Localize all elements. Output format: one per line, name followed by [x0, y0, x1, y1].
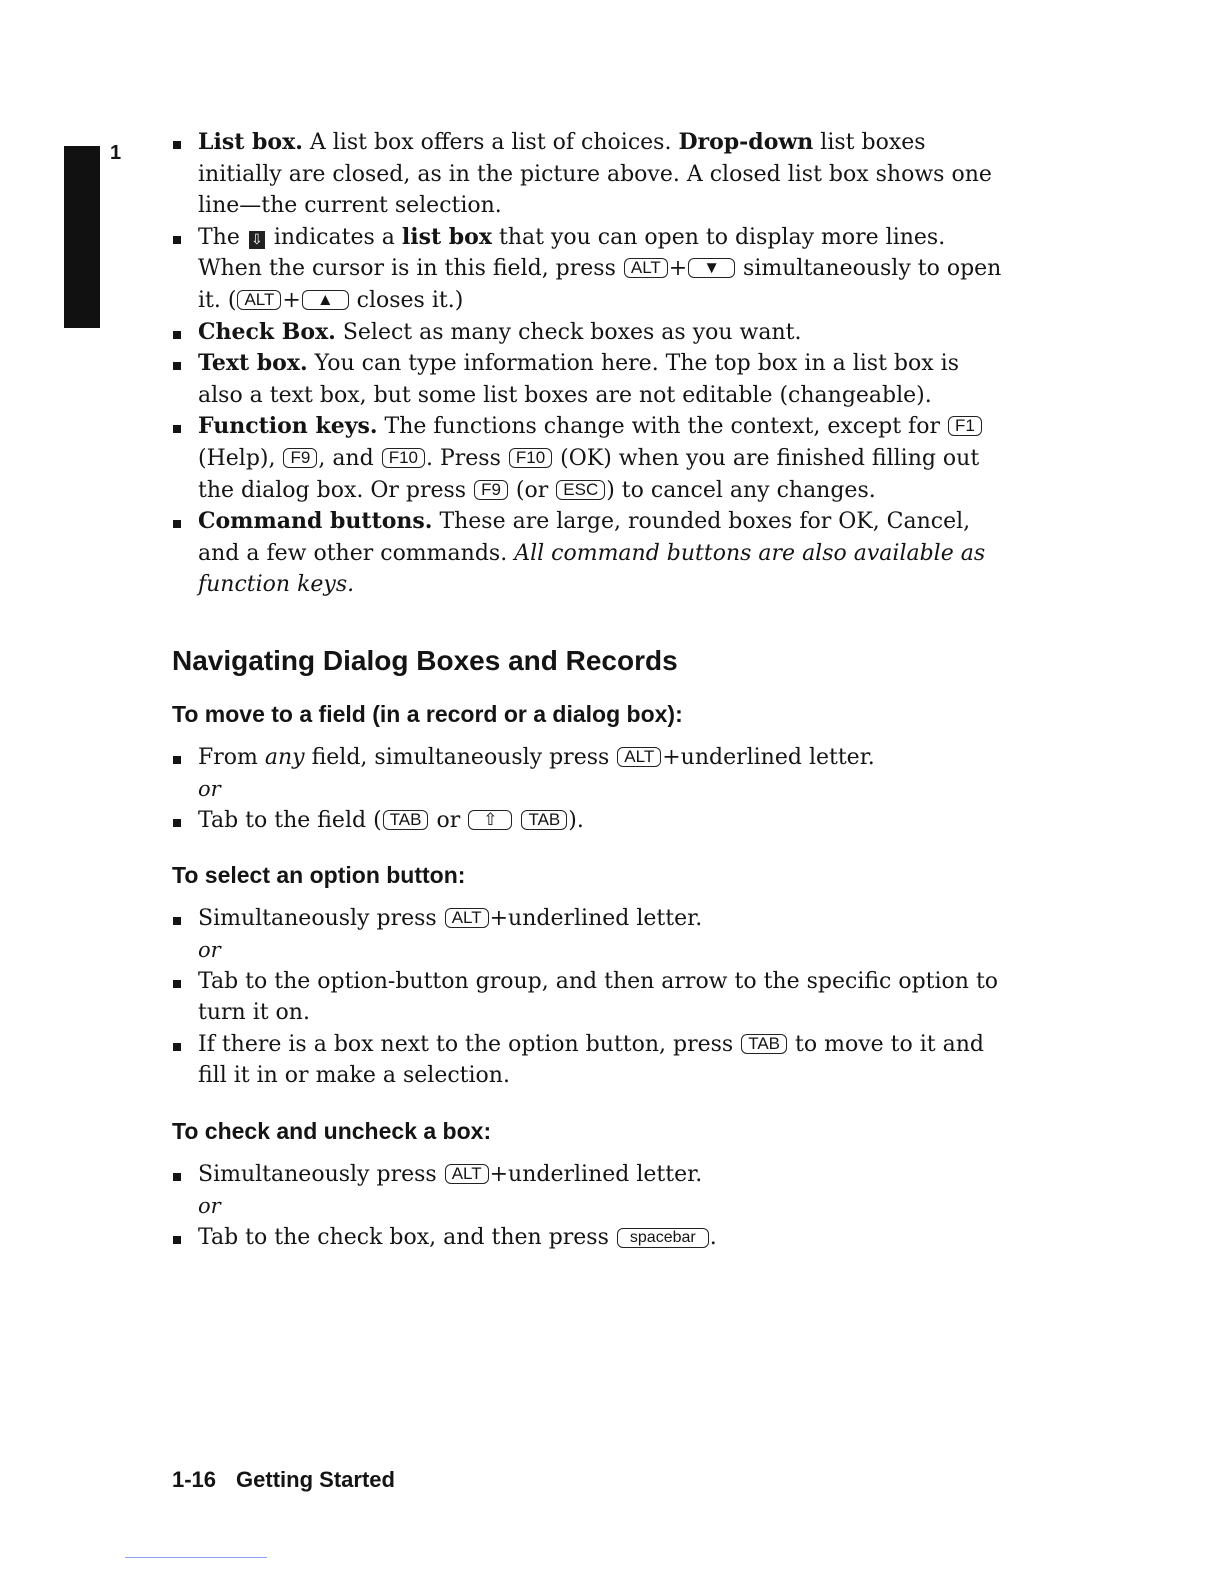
- section-heading: Navigating Dialog Boxes and Records: [172, 644, 678, 676]
- esc-key: ESC: [556, 480, 605, 500]
- list-box-arrow-icon: ⇩: [249, 231, 265, 249]
- page-content: [172, 127, 1002, 1253]
- page-number: 1-16: [172, 1467, 217, 1492]
- down-arrow-key: ▼: [688, 258, 735, 278]
- shift-key: ⇧: [468, 810, 512, 830]
- list-item: Tab to the field ( TAB or ⇧ TAB ).: [172, 805, 1002, 837]
- tab-key: TAB: [383, 810, 429, 830]
- f1-key: F1: [948, 416, 982, 436]
- bullet-list-move-field: [172, 742, 1002, 774]
- subheading-move-to-field: To move to a field (in a record or a dialog box):: [172, 700, 683, 727]
- f9-key: F9: [474, 480, 508, 500]
- or-label: or: [198, 1193, 221, 1218]
- bullet-list-move-field-2: [172, 805, 1002, 837]
- bullet-list-intro: [172, 127, 1002, 601]
- f9-key: F9: [283, 448, 317, 468]
- f10-key: F10: [382, 448, 425, 468]
- list-item: Function keys. The functions change with the context, except for F1 (Help), F9 , and F10 . Press F10 (OK) when you are finished filling out the dialog box. Or press F9 (or ESC ) to cancel any changes.: [172, 411, 1002, 506]
- or-label: or: [198, 937, 221, 962]
- list-item: Check Box. Select as many check boxes as you want.: [172, 317, 1002, 349]
- list-item: Command buttons. These are large, rounded boxes for OK, Cancel, and a few other commands. All command buttons are also available as function keys.: [172, 506, 1002, 601]
- list-item: Tab to the option-button group, and then arrow to the specific option to turn it on.: [172, 966, 1002, 1029]
- list-item: From any field, simultaneously press ALT +underlined letter.: [172, 742, 1002, 774]
- list-item: Simultaneously press ALT +underlined letter.: [172, 903, 1002, 935]
- list-item: Text box. You can type information here. The top box in a list box is also a text box, but some list boxes are not editable (changeable).: [172, 348, 1002, 411]
- bullet-list-check-box-2: [172, 1222, 1002, 1254]
- page-footer: [172, 1467, 415, 1493]
- spacebar-key: spacebar: [617, 1228, 709, 1248]
- alt-key: ALT: [617, 747, 661, 767]
- tab-key: TAB: [741, 1034, 787, 1054]
- list-item: Tab to the check box, and then press spacebar .: [172, 1222, 1002, 1254]
- chapter-number: 1: [110, 142, 122, 164]
- list-item: List box. A list box offers a list of choices. Drop-down list boxes initially are closed, as in the picture above. A closed list box shows one line—the current selection.: [172, 127, 1002, 222]
- alt-key: ALT: [445, 1164, 489, 1184]
- bullet-list-check-box: [172, 1159, 1002, 1191]
- alt-key: ALT: [445, 908, 489, 928]
- tab-key: TAB: [521, 810, 567, 830]
- bullet-list-option-button-2: [172, 966, 1002, 1092]
- footer-title: Getting Started: [236, 1467, 395, 1492]
- bullet-list-option-button: [172, 903, 1002, 935]
- f10-key: F10: [509, 448, 552, 468]
- up-arrow-key: ▲: [302, 290, 349, 310]
- or-label: or: [198, 776, 221, 801]
- bottom-rule: [125, 1557, 267, 1558]
- alt-key: ALT: [624, 258, 668, 278]
- list-item: Simultaneously press ALT +underlined letter.: [172, 1159, 1002, 1191]
- chapter-tab-bar: [64, 146, 100, 328]
- alt-key: ALT: [237, 290, 281, 310]
- subheading-option-button: To select an option button:: [172, 862, 466, 889]
- subheading-check-box: To check and uncheck a box:: [172, 1118, 492, 1145]
- list-item: If there is a box next to the option button, press TAB to move to it and fill it in or make a selection.: [172, 1029, 1002, 1092]
- list-item: The ⇩ indicates a list box that you can open to display more lines. When the cursor is in this field, press ALT + ▼ simultaneously to open it. ( ALT + ▲ closes it.): [172, 222, 1002, 317]
